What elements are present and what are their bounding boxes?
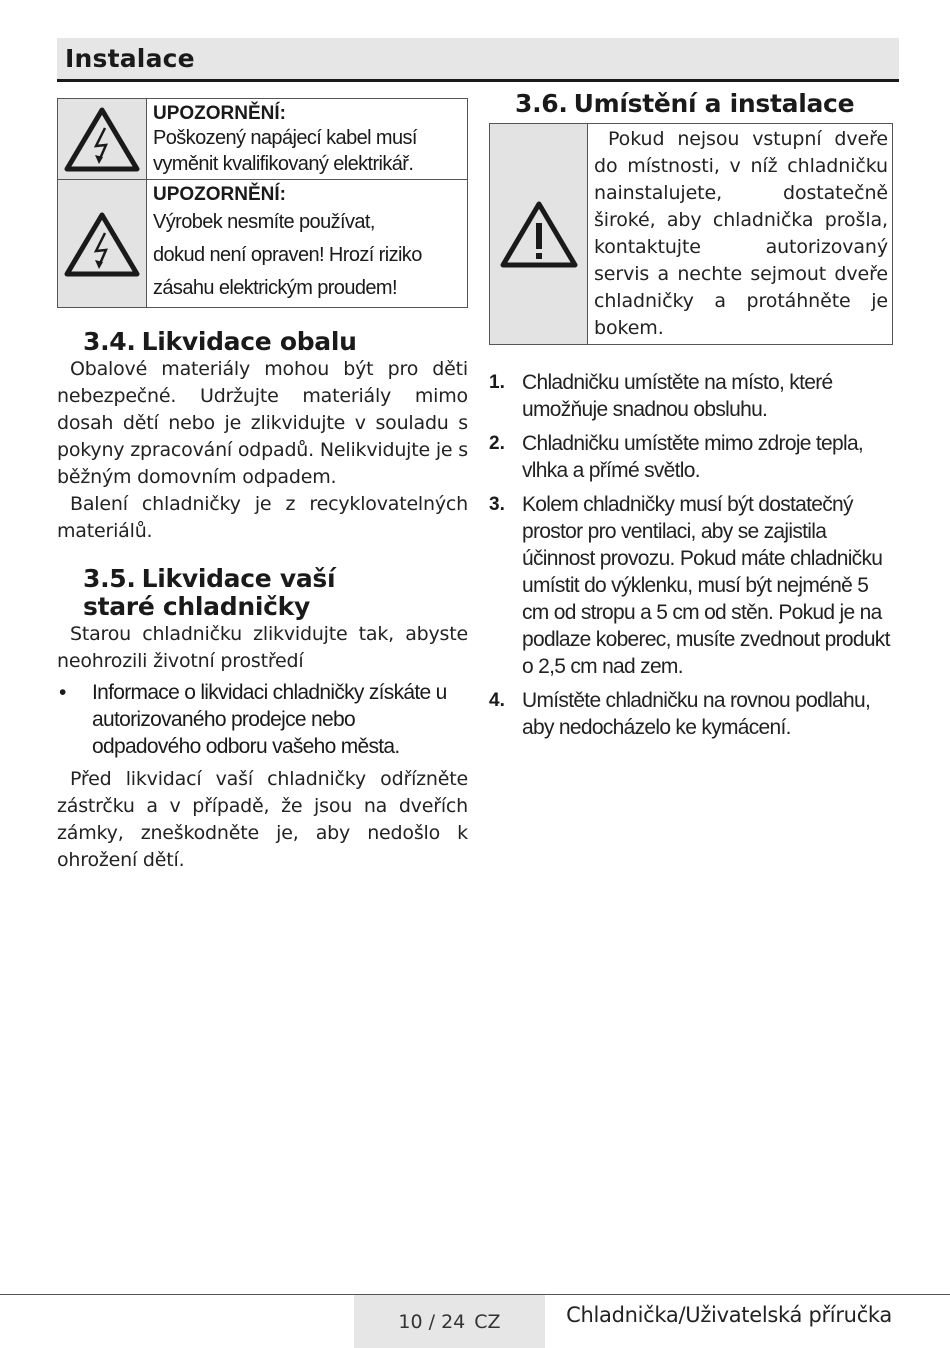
section-title: Likvidace vaší <box>141 564 336 593</box>
language-code: CZ <box>474 1310 501 1333</box>
section-title: staré chladničky <box>83 592 310 621</box>
warning-heading: UPOZORNĚNÍ: <box>153 103 286 124</box>
warning-row <box>58 99 467 180</box>
step-number: 4. <box>489 690 505 711</box>
step-number: 2. <box>489 433 505 454</box>
section-heading <box>83 328 468 356</box>
section-heading-line2 <box>83 593 468 621</box>
step-text: Umístěte chladničku na rovnou podlahu, aby nedocházelo ke kymácení. <box>522 689 871 739</box>
warning-heading: UPOZORNĚNÍ: <box>153 184 286 205</box>
warning-text <box>147 180 426 307</box>
electric-hazard-icon <box>58 180 147 307</box>
left-column <box>57 98 468 874</box>
warning-line: dokud není opraven! Hrozí riziko <box>153 244 422 266</box>
section-title: Likvidace obalu <box>141 327 357 356</box>
manual-title: Chladnička/Uživatelská příručka <box>566 1303 892 1327</box>
warning-line: vyměnit kvalifikovaný elektrikář. <box>153 153 414 175</box>
step-item <box>489 430 893 484</box>
right-column <box>489 90 893 748</box>
paragraph: Před likvidací vaší chladničky odřízněte zástrčku a v případě, že jsou na dveřích zámky, zneškodněte je, aby nedošlo k ohrožení dětí. <box>57 768 468 871</box>
section-number: 3.6. <box>515 89 568 118</box>
step-number: 3. <box>489 494 505 515</box>
section-heading <box>83 565 468 593</box>
caution-note-text: Pokud nejsou vstupní dveře do místnosti, v níž chladničku nainstalujete, dostatečně široké, aby chladnička prošla, kontaktujte autorizovaný servis a nechte sejmout dveře chladničky a protáhněte je bokem. <box>594 128 888 339</box>
warning-text <box>147 99 421 179</box>
page-header <box>57 38 899 82</box>
page-count: 10 / 24 <box>398 1310 466 1333</box>
paragraph: Balení chladničky je z recyklovatelných materiálů. <box>57 493 468 542</box>
section-number: 3.4. <box>83 327 136 356</box>
step-text: Chladničku umístěte mimo zdroje tepla, vlhka a přímé světlo. <box>522 432 864 482</box>
caution-triangle-icon <box>490 124 588 344</box>
step-item <box>489 687 893 741</box>
step-text: Chladničku umístěte na místo, které umožňuje snadnou obsluhu. <box>522 371 833 421</box>
warning-line: Výrobek nesmíte používat, <box>153 211 375 233</box>
page-number <box>354 1295 545 1348</box>
warning-table <box>57 98 468 308</box>
page-title: Instalace <box>65 44 195 73</box>
caution-note <box>489 123 893 345</box>
paragraph: Starou chladničku zlikvidujte tak, abyste neohrozili životní prostředí <box>57 623 468 672</box>
section-title: Umístění a instalace <box>573 89 855 118</box>
list-item-text: Informace o likvidaci chladničky získáte u autorizovaného prodejce nebo odpadového odboru vašeho města. <box>92 681 447 758</box>
installation-steps <box>489 369 893 741</box>
electric-hazard-icon <box>58 99 147 179</box>
warning-row <box>58 180 467 307</box>
step-number: 1. <box>489 372 505 393</box>
step-item <box>489 491 893 680</box>
section-heading <box>515 90 893 118</box>
step-text: Kolem chladničky musí být dostatečný prostor pro ventilaci, aby se zajistila účinnost provozu. Pokud máte chladničku umístit do výklenku, musí být nejméně 5 cm od stropu a 5 cm od stěn. Pokud je na podlaze koberec, musíte zvednout produkt o 2,5 cm nad zem. <box>522 493 890 678</box>
section-number: 3.5. <box>83 564 136 593</box>
warning-line: Poškozený napájecí kabel musí <box>153 127 417 149</box>
list-item <box>57 679 468 760</box>
bullet-mark: • <box>59 681 66 704</box>
warning-line: zásahu elektrickým proudem! <box>153 277 397 299</box>
step-item <box>489 369 893 423</box>
paragraph: Obalové materiály mohou být pro děti nebezpečné. Udržujte materiály mimo dosah dětí nebo je zlikvidujte v souladu s pokyny zpracování odpadů. Nelikvidujte je s běžným domovním odpadem. <box>57 358 468 488</box>
